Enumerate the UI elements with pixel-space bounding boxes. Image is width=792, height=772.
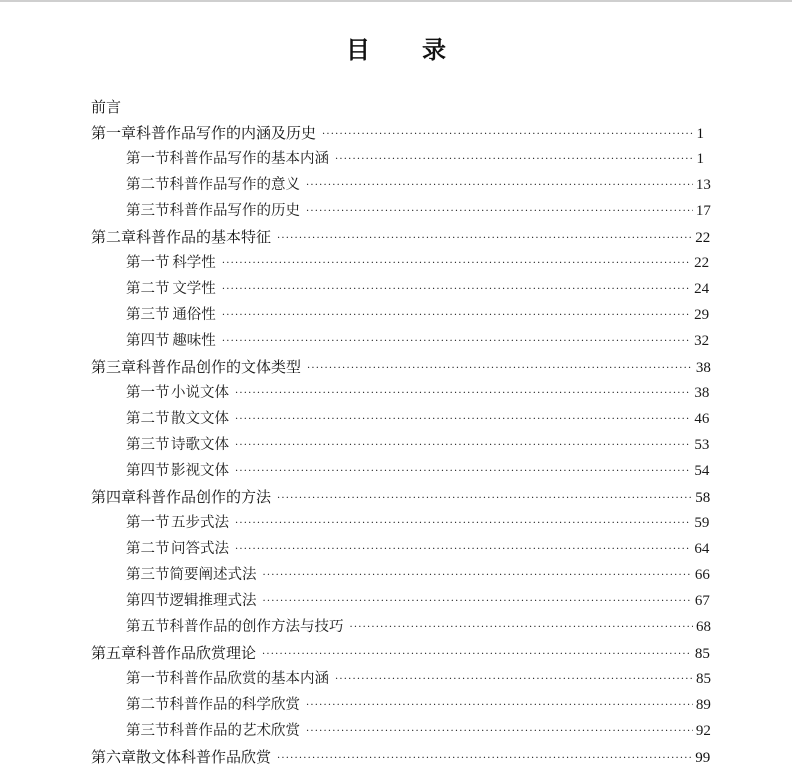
- entry-page-number: 54: [694, 463, 710, 479]
- dot-leader: [335, 147, 693, 173]
- entry-title: 科普作品写作的内涵及历史: [136, 124, 317, 142]
- entry-title: 五步式法: [171, 515, 230, 531]
- entry-label: 第四章: [91, 488, 137, 506]
- entry-label: 第三节: [126, 437, 170, 453]
- top-rule: [0, 0, 792, 2]
- entry-label: 第三节: [126, 307, 170, 323]
- dot-leader: [222, 277, 691, 303]
- entry-title: 科普作品写作的意义: [169, 177, 300, 193]
- entry-label: 第五节: [126, 619, 170, 635]
- toc-section-entry[interactable]: [91, 614, 711, 640]
- entry-label: 第二节: [126, 541, 170, 557]
- entry-page-number: 59: [694, 515, 710, 531]
- dot-leader: [350, 615, 694, 641]
- entry-title: 散文文体: [171, 411, 230, 427]
- entry-page-number: 68: [696, 619, 711, 635]
- dot-leader: [235, 433, 691, 459]
- entry-label: 第四节: [126, 593, 170, 609]
- entry-page-number: 32: [694, 333, 710, 349]
- toc-chapter-entry[interactable]: [91, 224, 711, 250]
- dot-leader: [322, 122, 693, 148]
- entry-label: 第三节: [126, 567, 170, 583]
- entry-title: 小说文体: [171, 385, 230, 401]
- entry-page-number: 85: [696, 671, 711, 687]
- dot-leader: [277, 226, 692, 252]
- dot-leader: [222, 303, 691, 329]
- entry-page-number: 17: [695, 203, 711, 219]
- toc-section-entry[interactable]: [91, 692, 711, 718]
- entry-title: 问答式法: [171, 541, 230, 557]
- dot-leader: [306, 693, 693, 719]
- entry-title: 科普作品的艺术欣赏: [169, 723, 300, 739]
- toc-section-entry[interactable]: [91, 250, 710, 276]
- dot-leader: [262, 642, 692, 668]
- toc-section-entry[interactable]: [91, 198, 711, 224]
- entry-label: 第四节: [126, 333, 170, 349]
- dot-leader: [235, 459, 691, 485]
- entry-page-number: 64: [694, 541, 710, 557]
- entry-title: 科普作品写作的基本内涵: [169, 151, 329, 167]
- title-char-1: 目: [346, 36, 370, 64]
- entry-title: 科普作品欣赏的基本内涵: [169, 671, 329, 687]
- entry-title: 逻辑推理式法: [169, 593, 257, 609]
- page-title: [0, 30, 792, 65]
- toc-section-entry[interactable]: [91, 432, 710, 458]
- entry-title: 文学性: [172, 281, 216, 297]
- entry-label: 前言: [91, 98, 122, 116]
- entry-page-number: 24: [694, 281, 710, 297]
- table-of-contents: [91, 94, 711, 770]
- toc-chapter-entry[interactable]: [91, 484, 711, 510]
- toc-chapter-entry[interactable]: [91, 354, 711, 380]
- dot-leader: [307, 356, 693, 382]
- dot-leader: [263, 589, 692, 615]
- entry-label: 第一节: [126, 671, 170, 687]
- title-char-2: 录: [422, 36, 446, 64]
- dot-leader: [235, 407, 691, 433]
- entry-page-number: 89: [695, 697, 711, 713]
- dot-leader: [306, 199, 693, 225]
- dot-leader: [335, 667, 693, 693]
- entry-title: 科学性: [172, 255, 216, 271]
- entry-label: 第一章: [91, 124, 137, 142]
- entry-title: 趣味性: [172, 333, 216, 349]
- entry-title: 科普作品的基本特征: [136, 228, 272, 246]
- entry-title: 通俗性: [172, 307, 216, 323]
- entry-label: 第五章: [91, 644, 137, 662]
- entry-title: 科普作品创作的文体类型: [136, 358, 302, 376]
- entry-title: 散文体科普作品欣赏: [136, 748, 272, 766]
- toc-section-entry[interactable]: [91, 276, 710, 302]
- entry-title: 诗歌文体: [171, 437, 230, 453]
- entry-title: 科普作品写作的历史: [169, 203, 300, 219]
- entry-page-number: 46: [694, 411, 710, 427]
- dot-leader: [235, 381, 691, 407]
- entry-label: 第二节: [126, 411, 170, 427]
- entry-label: 第四节: [126, 463, 170, 479]
- entry-label: 第一节: [126, 151, 170, 167]
- entry-label: 第三节: [126, 203, 170, 219]
- toc-section-entry[interactable]: [91, 328, 710, 354]
- toc-section-entry[interactable]: [91, 380, 710, 406]
- entry-page-number: 85: [694, 646, 710, 662]
- entry-title: 科普作品创作的方法: [136, 488, 272, 506]
- toc-section-entry[interactable]: [91, 302, 710, 328]
- toc-section-entry[interactable]: [91, 510, 710, 536]
- dot-leader: [235, 511, 691, 537]
- entry-label: 第三章: [91, 358, 137, 376]
- entry-title: 科普作品的科学欣赏: [169, 697, 300, 713]
- dot-leader: [306, 719, 693, 745]
- entry-title: 影视文体: [171, 463, 230, 479]
- entry-page-number: 1: [696, 151, 704, 167]
- entry-page-number: 22: [694, 255, 710, 271]
- entry-title: 科普作品的创作方法与技巧: [169, 619, 344, 635]
- toc-chapter-entry[interactable]: [91, 744, 711, 770]
- entry-label: 第二节: [126, 281, 170, 297]
- entry-page-number: 58: [695, 490, 711, 506]
- entry-label: 第三节: [126, 723, 170, 739]
- toc-section-entry[interactable]: [91, 666, 711, 692]
- entry-title: 简要阐述式法: [169, 567, 257, 583]
- entry-page-number: 99: [695, 750, 711, 766]
- toc-section-entry[interactable]: [91, 146, 704, 172]
- dot-leader: [277, 746, 692, 772]
- dot-leader: [222, 329, 691, 355]
- entry-page-number: 13: [695, 177, 711, 193]
- toc-chapter-entry[interactable]: [91, 640, 710, 666]
- toc-section-entry[interactable]: [91, 562, 710, 588]
- toc-section-entry[interactable]: [91, 458, 710, 484]
- dot-leader: [306, 173, 693, 199]
- entry-page-number: 22: [695, 230, 711, 246]
- dot-leader: [222, 251, 691, 277]
- entry-label: 第二节: [126, 177, 170, 193]
- entry-page-number: 92: [695, 723, 711, 739]
- dot-leader: [277, 486, 692, 512]
- entry-page-number: 66: [694, 567, 710, 583]
- entry-label: 第一节: [126, 255, 170, 271]
- toc-section-entry[interactable]: [91, 172, 711, 198]
- dot-leader: [263, 563, 692, 589]
- entry-page-number: 1: [696, 126, 704, 142]
- toc-section-entry[interactable]: [91, 536, 710, 562]
- entry-title: 科普作品欣赏理论: [136, 644, 257, 662]
- entry-page-number: 67: [694, 593, 710, 609]
- entry-page-number: 38: [695, 360, 711, 376]
- entry-label: 第二章: [91, 228, 137, 246]
- entry-label: 第二节: [126, 697, 170, 713]
- entry-label: 第六章: [91, 748, 137, 766]
- dot-leader: [235, 537, 691, 563]
- entry-page-number: 38: [694, 385, 710, 401]
- toc-preface-entry[interactable]: [91, 94, 704, 120]
- entry-label: 第一节: [126, 385, 170, 401]
- toc-section-entry[interactable]: [91, 406, 710, 432]
- toc-section-entry[interactable]: [91, 588, 710, 614]
- entry-page-number: 29: [694, 307, 710, 323]
- entry-page-number: 53: [694, 437, 710, 453]
- toc-section-entry[interactable]: [91, 718, 711, 744]
- toc-chapter-entry[interactable]: [91, 120, 704, 146]
- entry-label: 第一节: [126, 515, 170, 531]
